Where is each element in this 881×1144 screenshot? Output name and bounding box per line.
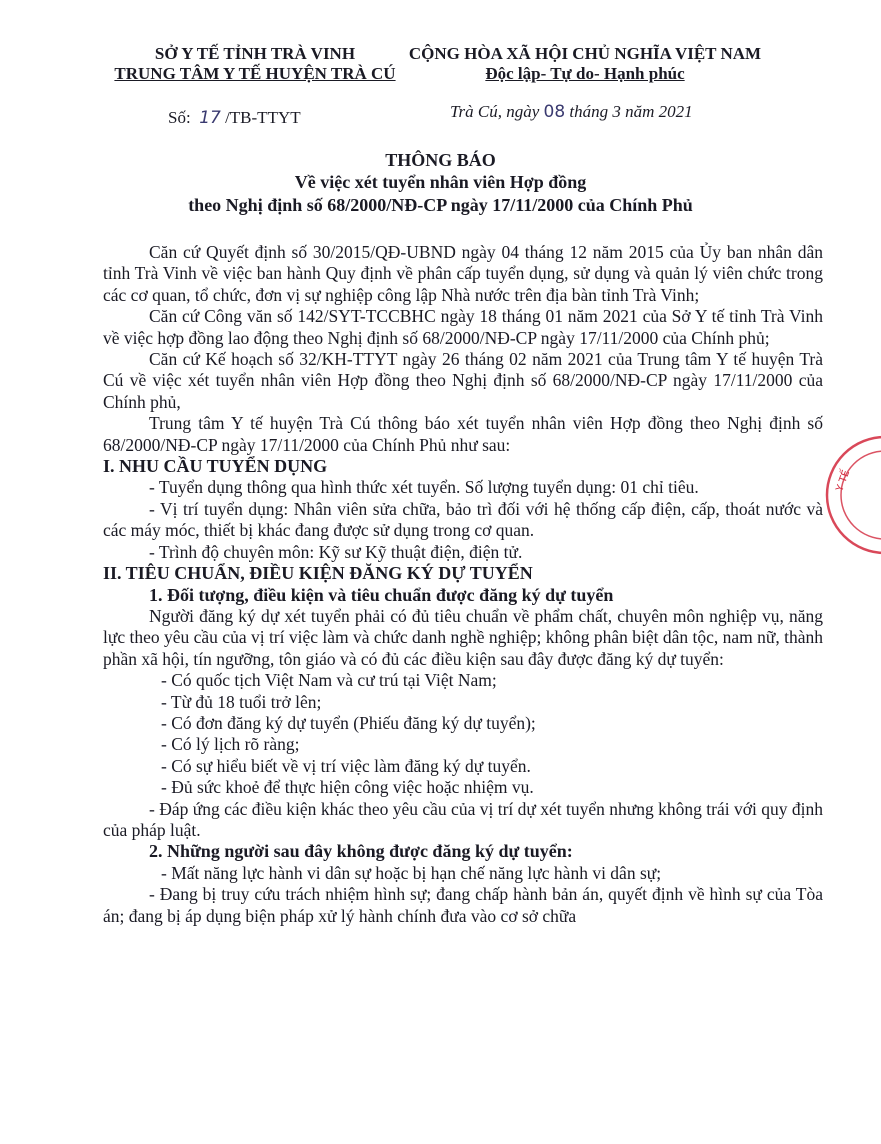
doc-subtitle-2: theo Nghị định số 68/2000/NĐ-CP ngày 17/11/2000 của Chính Phủ (188, 195, 693, 215)
subsection-intro: Người đăng ký dự xét tuyển phải có đủ tiêu chuẩn về phẩm chất, chuyên môn nghiệp vụ, năng lực theo yêu cầu của vị trí việc làm và chức danh nghề nghiệp; không phân biệt dân tộc, nam nữ, thành phần xã hội, tín ngưỡng, tôn giáo và có đủ các điều kiện sau đây được đăng ký dự tuyển: (103, 605, 823, 669)
stamp-text: Y TẾ (834, 468, 853, 494)
document-body (103, 242, 823, 927)
doc-number-suffix: /TB-TTYT (225, 108, 301, 127)
section-heading-2: II. TIÊU CHUẨN, ĐIỀU KIỆN ĐĂNG KÝ DỰ TUYỂN (103, 563, 533, 584)
list-item: - Tuyển dụng thông qua hình thức xét tuyển. Số lượng tuyển dụng: 01 chỉ tiêu. (149, 477, 699, 498)
doc-number-handwritten: 17 (199, 108, 221, 128)
date-prefix: Trà Cú, ngày (450, 102, 540, 121)
date-suffix: tháng 3 năm 2021 (569, 102, 693, 121)
list-item: - Từ đủ 18 tuổi trở lên; (161, 691, 322, 712)
preamble-paragraph: Căn cứ Công văn số 142/SYT-TCCBHC ngày 18 tháng 01 năm 2021 của Sở Y tế tỉnh Trà Vinh về việc hợp đồng lao động theo Nghị định số 68/2000/NĐ-CP ngày 17/11/2000 của Chính phủ; (103, 306, 823, 348)
date-day-handwritten: 08 (543, 102, 566, 122)
list-item: - Có lý lịch rõ ràng; (161, 734, 300, 755)
section-heading-1: I. NHU CẦU TUYỂN DỤNG (103, 456, 328, 477)
motto: Độc lập- Tự do- Hạnh phúc (485, 64, 685, 83)
national-motto-block (405, 44, 765, 84)
doc-title: THÔNG BÁO (385, 150, 496, 170)
agency-name: TRUNG TÂM Y TẾ HUYỆN TRÀ CÚ (114, 64, 396, 83)
document-number (168, 108, 301, 128)
list-item: - Vị trí tuyển dụng: Nhân viên sửa chữa, bảo trì đối với hệ thống cấp điện, cấp, thoát nước và các máy móc, thiết bị khác đang được sử dụng trong cơ quan. (103, 498, 823, 541)
issuing-agency-block (105, 44, 405, 84)
list-item: - Mất năng lực hành vi dân sự hoặc bị hạn chế năng lực hành vi dân sự; (161, 862, 662, 883)
agency-parent: SỞ Y TẾ TỈNH TRÀ VINH (154, 44, 356, 63)
list-item: - Có quốc tịch Việt Nam và cư trú tại Việt Nam; (161, 670, 497, 691)
subsection-heading-1: 1. Đối tượng, điều kiện và tiêu chuẩn được đăng ký dự tuyển (149, 584, 614, 605)
preamble-paragraph: Trung tâm Y tế huyện Trà Cú thông báo xét tuyển nhân viên Hợp đồng theo Nghị định số 68/2000/NĐ-CP ngày 17/11/2000 của Chính Phủ như sau: (103, 413, 823, 455)
list-item: - Đủ sức khoẻ để thực hiện công việc hoặc nhiệm vụ. (161, 777, 534, 798)
official-stamp (820, 430, 881, 560)
preamble-paragraph: Căn cứ Kế hoạch số 32/KH-TTYT ngày 26 tháng 02 năm 2021 của Trung tâm Y tế huyện Trà Cú về việc xét tuyển nhân viên Hợp đồng theo Nghị định số 68/2000/NĐ-CP ngày 17/11/2000 của Chính phủ, (103, 349, 823, 412)
list-item: - Trình độ chuyên môn: Kỹ sư Kỹ thuật điện, điện tử. (149, 541, 523, 562)
country-name: CỘNG HÒA XÃ HỘI CHỦ NGHĨA VIỆT NAM (408, 44, 762, 63)
list-item: - Đáp ứng các điều kiện khác theo yêu cầu của vị trí dự xét tuyển nhưng không trái với quy định của pháp luật. (103, 798, 823, 840)
doc-number-prefix: Số: (168, 108, 191, 127)
preamble-paragraph: Căn cứ Quyết định số 30/2015/QĐ-UBND ngày 04 tháng 12 năm 2015 của Ủy ban nhân dân tỉnh Trà Vinh về việc ban hành Quy định về phân cấp tuyển dụng, sử dụng và quản lý viên chức trong các cơ quan, tổ chức, đơn vị sự nghiệp công lập Nhà nước trên địa bàn tỉnh Trà Vinh; (103, 242, 823, 305)
doc-subtitle-1: Về việc xét tuyển nhân viên Hợp đồng (294, 172, 587, 192)
list-item: - Có sự hiểu biết về vị trí việc làm đăng ký dự tuyển. (161, 755, 531, 776)
list-item: - Đang bị truy cứu trách nhiệm hình sự; đang chấp hành bản án, quyết định về hình sự của Tòa án; đang bị áp dụng biện pháp xử lý hành chính đưa vào cơ sở chữa (103, 884, 823, 926)
list-item: - Có đơn đăng ký dự tuyển (Phiếu đăng ký dự tuyển); (161, 712, 536, 733)
subsection-heading-2: 2. Những người sau đây không được đăng ký dự tuyển: (149, 841, 573, 862)
document-date (450, 102, 693, 122)
